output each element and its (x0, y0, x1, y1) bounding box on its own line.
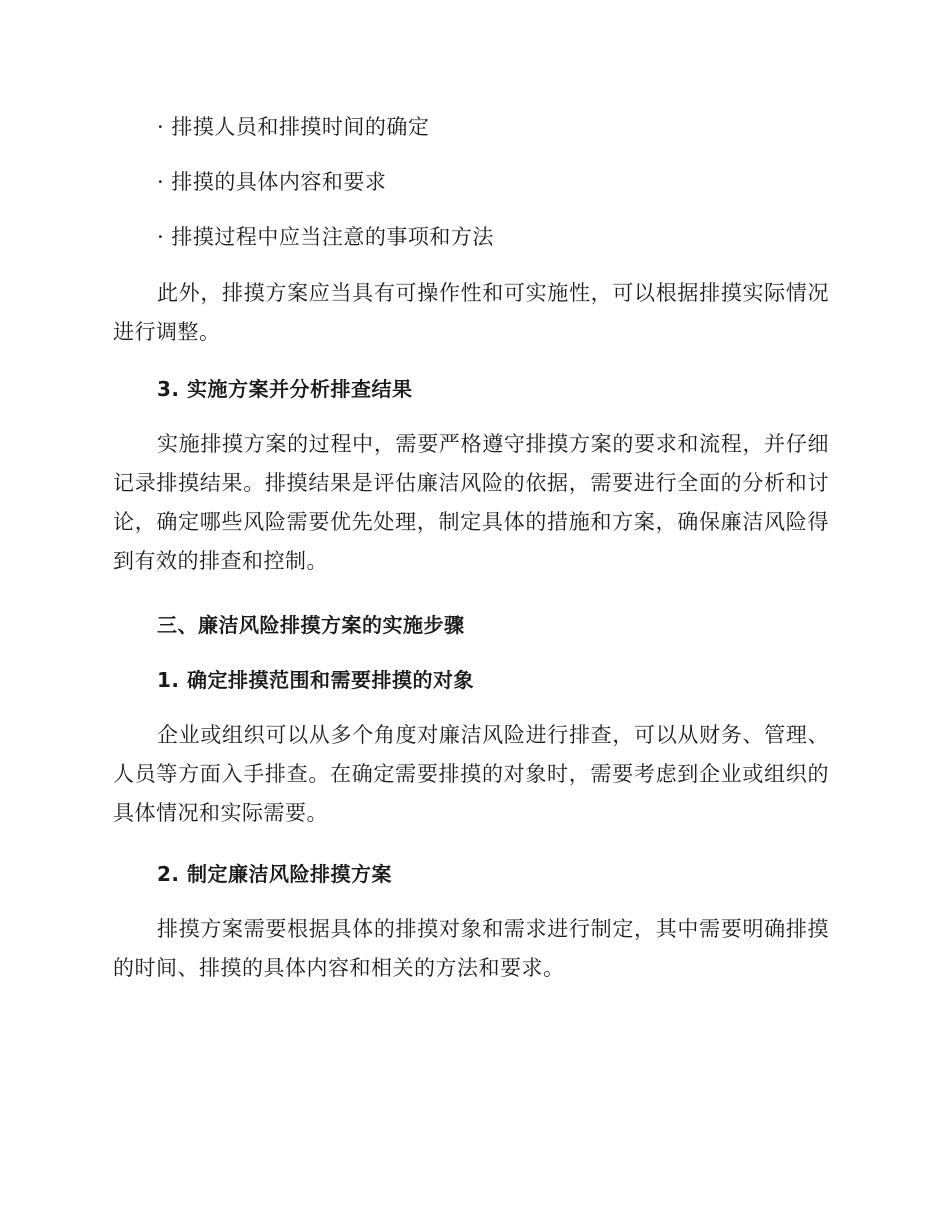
section-heading-scope: 1. 确定排摸范围和需要排摸的对象 (157, 668, 474, 692)
paragraph-scope: 企业或组织可以从多个角度对廉洁风险进行排查，可以从财务、管理、人员等方面入手排查。在确定需要排摸的对象时，需要考虑到企业或组织的具体情况和实际需要。 (113, 723, 829, 825)
paragraph-operability: 此外，排摸方案应当具有可操作性和可实施性，可以根据排摸实际情况进行调整。 (113, 281, 829, 344)
paragraph-plan: 排摸方案需要根据具体的排摸对象和需求进行制定，其中需要明确排摸的时间、排摸的具体内容和相关的方法和要求。 (113, 917, 829, 980)
section-heading-implement: 3. 实施方案并分析排查结果 (157, 377, 413, 401)
paragraph-implementation: 实施排摸方案的过程中，需要严格遵守排摸方案的要求和流程，并仔细记录排摸结果。排摸结果是评估廉洁风险的依据，需要进行全面的分析和讨论，确定哪些风险需要优先处理，制定具体的措施和方案，确保廉洁风险得到有效的排查和控制。 (113, 432, 829, 573)
chapter-heading-steps: 三、廉洁风险排摸方案的实施步骤 (157, 613, 465, 637)
section-heading-plan: 2. 制定廉洁风险排摸方案 (157, 862, 392, 886)
bullet-item: · 排摸人员和排摸时间的确定 (157, 115, 430, 139)
bullet-item: · 排摸过程中应当注意的事项和方法 (157, 225, 494, 249)
bullet-item: · 排摸的具体内容和要求 (157, 170, 387, 194)
